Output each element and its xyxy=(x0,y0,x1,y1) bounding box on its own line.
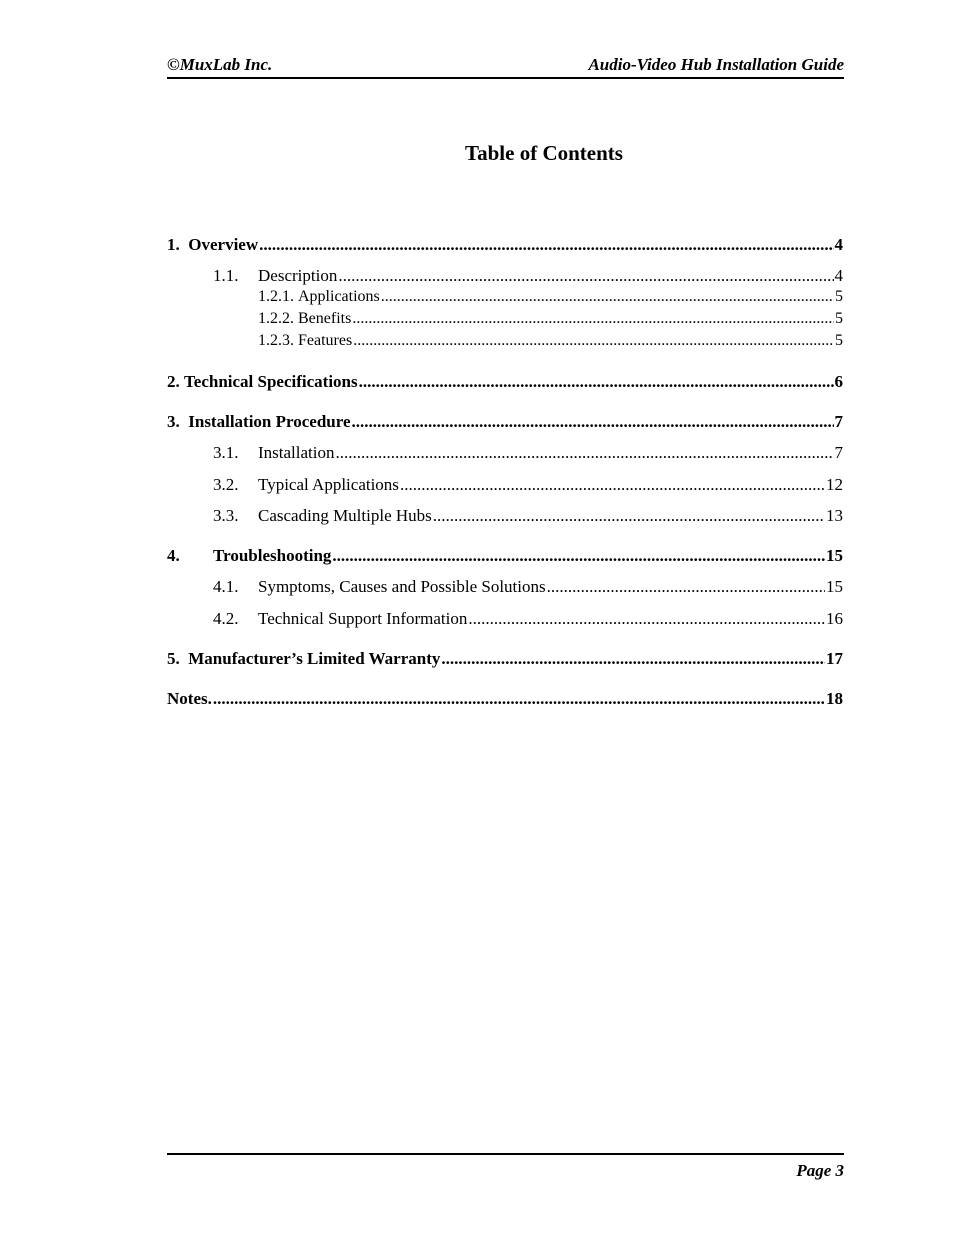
footer-page-number: Page 3 xyxy=(796,1161,844,1180)
toc-leader xyxy=(213,689,825,709)
toc-label: Technical Support Information xyxy=(258,609,468,628)
toc-number: 2. xyxy=(167,372,180,391)
toc-number: 5. xyxy=(167,649,180,668)
toc-number: 4.2. xyxy=(213,609,239,628)
toc-leader xyxy=(547,577,825,597)
toc-leader xyxy=(259,235,833,255)
toc-entry-cascading-multiple-hubs[interactable] xyxy=(167,506,843,526)
toc-label: Technical Specifications xyxy=(184,372,358,391)
toc-entry-benefits[interactable] xyxy=(167,310,843,328)
toc-entry-applications[interactable] xyxy=(167,288,843,306)
toc-label: Cascading Multiple Hubs xyxy=(258,506,432,525)
toc-label: Notes. xyxy=(167,689,212,708)
toc-entry-features[interactable] xyxy=(167,332,843,350)
toc-leader xyxy=(352,412,834,432)
toc-label: Description xyxy=(258,266,338,285)
toc-label: Features xyxy=(298,332,353,349)
toc-entry-troubleshooting[interactable] xyxy=(167,546,843,566)
header-company: ©MuxLab Inc. xyxy=(167,55,273,74)
toc-page: 6 xyxy=(834,372,843,391)
toc-leader xyxy=(338,266,833,286)
toc-page: 4 xyxy=(834,266,843,285)
toc-entry-notes[interactable] xyxy=(167,689,843,709)
toc-label: Typical Applications xyxy=(258,475,399,494)
toc-leader xyxy=(352,310,834,328)
toc-label: Benefits xyxy=(298,310,352,327)
toc-page: 7 xyxy=(834,443,843,462)
toc-entry-description[interactable] xyxy=(167,266,843,286)
toc-number: 4. xyxy=(167,546,180,565)
toc-number: 3.1. xyxy=(213,443,239,462)
toc-leader xyxy=(381,288,834,306)
toc-leader xyxy=(359,372,834,392)
toc-entry-overview[interactable] xyxy=(167,235,843,255)
toc-page: 5 xyxy=(835,310,843,327)
toc-number: 1.2.3. xyxy=(258,332,294,349)
toc-entry-technical-support-information[interactable] xyxy=(167,609,843,629)
toc-number: 3.2. xyxy=(213,475,239,494)
toc-page: 16 xyxy=(826,609,843,628)
toc-number: 3. xyxy=(167,412,180,431)
toc-entry-symptoms-causes-solutions[interactable] xyxy=(167,577,843,597)
toc-number: 1. xyxy=(167,235,180,254)
toc-leader xyxy=(400,475,825,495)
header-document-title: Audio-Video Hub Installation Guide xyxy=(588,55,844,74)
toc-entry-limited-warranty[interactable] xyxy=(167,649,843,669)
toc-label: Installation xyxy=(258,443,335,462)
toc-entry-typical-applications[interactable] xyxy=(167,475,843,495)
toc-page: 18 xyxy=(826,689,843,708)
toc-leader xyxy=(441,649,825,669)
toc-number: 1.1. xyxy=(213,266,239,285)
toc-page: 15 xyxy=(826,546,843,565)
toc-leader xyxy=(335,443,833,463)
toc-page: 13 xyxy=(826,506,843,525)
toc-page: 7 xyxy=(834,412,843,431)
toc-page: 12 xyxy=(826,475,843,494)
toc-entry-installation-procedure[interactable] xyxy=(167,412,843,432)
toc-page: 15 xyxy=(826,577,843,596)
toc-leader xyxy=(468,609,825,629)
toc-page: 4 xyxy=(834,235,843,254)
toc-title: Table of Contents xyxy=(465,141,623,165)
toc-label: Symptoms, Causes and Possible Solutions xyxy=(258,577,546,596)
toc-label: Installation Procedure xyxy=(188,412,351,431)
toc-label: Troubleshooting xyxy=(213,546,332,565)
toc-entry-installation[interactable] xyxy=(167,443,843,463)
page-footer xyxy=(167,1153,844,1180)
toc-leader xyxy=(332,546,825,566)
toc-label: Applications xyxy=(298,288,380,305)
toc-leader xyxy=(353,332,834,350)
toc-label: Overview xyxy=(188,235,259,254)
toc-leader xyxy=(433,506,825,526)
toc-page: 17 xyxy=(826,649,843,668)
page-header xyxy=(167,55,844,79)
toc-entry-technical-specifications[interactable] xyxy=(167,372,843,392)
toc-number: 3.3. xyxy=(213,506,239,525)
toc-number: 4.1. xyxy=(213,577,239,596)
toc-page: 5 xyxy=(835,332,843,349)
toc-page: 5 xyxy=(835,288,843,305)
toc-number: 1.2.1. xyxy=(258,288,294,305)
toc-number: 1.2.2. xyxy=(258,310,294,327)
toc-label: Manufacturer’s Limited Warranty xyxy=(188,649,441,668)
